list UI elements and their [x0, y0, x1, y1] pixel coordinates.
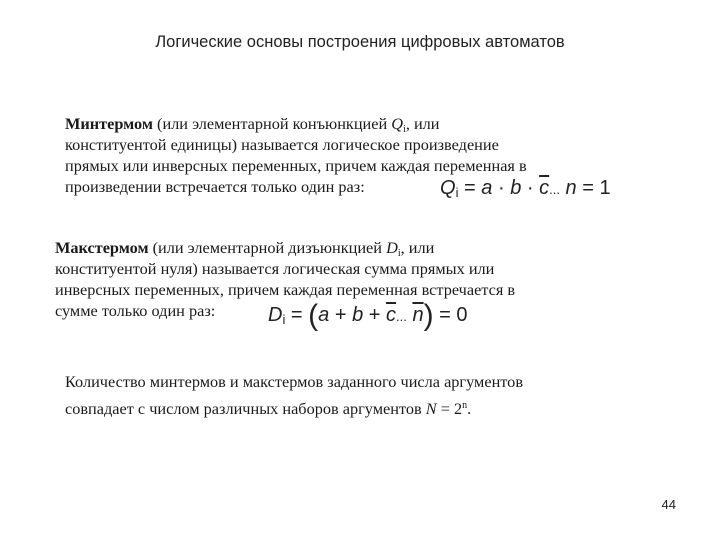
formula-a: a: [318, 304, 330, 326]
formula-lparen: (: [308, 299, 319, 332]
formula-c-inverted: $\overline{c}$: [539, 177, 550, 199]
minterm-symbol-sub: i: [403, 124, 406, 135]
count-n-symbol: N: [425, 399, 437, 418]
minterm-formula: [440, 177, 611, 200]
minterm-line-4: произведении встречается только один раз:: [65, 177, 365, 196]
formula-b: b: [352, 304, 364, 326]
maxterm-line-4: сумме только один раз:: [55, 301, 216, 320]
minterm-line-2: конституентой единицы) называется логическое произведение: [65, 135, 499, 154]
maxterm-line-1: [55, 237, 515, 258]
formula-plus: +: [368, 304, 381, 326]
maxterm-term: Макстермом: [55, 238, 149, 257]
formula-q-sub: i: [455, 185, 459, 200]
formula-n-inverted: $\overline{n}$: [412, 304, 424, 326]
maxterm-symbol-sub: i: [397, 248, 401, 259]
formula-rparen: ): [423, 299, 434, 332]
formula-result: 0: [456, 304, 468, 326]
formula-d: D: [268, 304, 283, 326]
formula-c-inverted: $\overline{c}$: [386, 304, 397, 326]
formula-result: 1: [599, 177, 611, 199]
minterm-line-3: прямых или инверсных переменных, причем каждая переменная в: [65, 156, 527, 175]
minterm-line-1-end: , или: [405, 114, 440, 133]
formula-q: Q: [440, 177, 456, 199]
minterm-line-1-text: (или элементарной конъюнкцией: [152, 114, 392, 133]
count-end: .: [467, 399, 472, 418]
formula-eq: =: [464, 177, 476, 199]
formula-dot: ·: [526, 177, 534, 199]
minterm-symbol: Q: [391, 114, 404, 133]
count-line-2: [65, 395, 523, 422]
minterm-term: Минтермом: [65, 114, 153, 133]
page-number: 44: [661, 497, 676, 512]
formula-dots: ...: [549, 182, 560, 197]
formula-eq: =: [290, 304, 303, 326]
formula-plus: +: [334, 304, 347, 326]
maxterm-symbol: D: [386, 238, 398, 257]
count-exponent: n: [462, 400, 468, 411]
slide-title: Логические основы построения цифровых автоматов: [155, 33, 565, 51]
formula-eq: =: [582, 177, 594, 199]
minterm-line-1: [65, 113, 527, 134]
formula-d-sub: i: [282, 312, 286, 327]
maxterm-line-2: конституентой нуля) называется логическая сумма прямых или: [55, 259, 495, 278]
count-eq: = 2: [436, 399, 463, 418]
count-line-2-text: совпадает с числом различных наборов аргументов: [65, 399, 426, 418]
maxterm-line-3: инверсных переменных, причем каждая переменная встречается в: [55, 280, 516, 299]
count-line-1: Количество минтермов и макстермов заданного числа аргументов: [65, 372, 524, 391]
maxterm-line-1-text: (или элементарной дизъюнкцией: [148, 238, 387, 257]
formula-b: b: [510, 177, 522, 199]
maxterm-formula: [268, 299, 468, 333]
formula-eq: =: [439, 304, 451, 326]
formula-a: a: [481, 177, 493, 199]
formula-dot: ·: [497, 177, 505, 199]
formula-n: n: [565, 177, 577, 199]
count-paragraph: [65, 368, 523, 422]
maxterm-line-1-end: , или: [400, 238, 435, 257]
formula-dots: ...: [396, 309, 407, 324]
